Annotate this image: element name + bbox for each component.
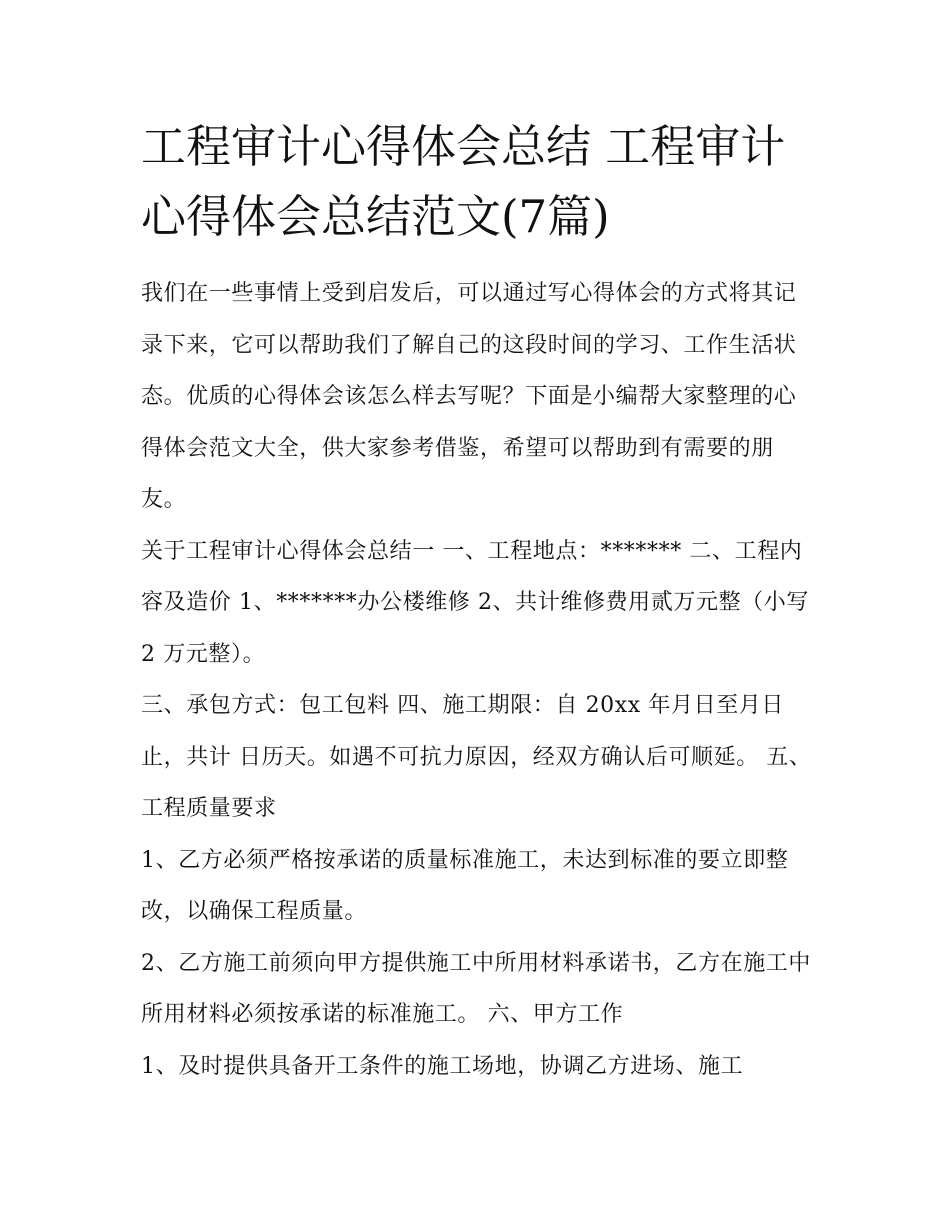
paragraph-quality-2: 2、乙方施工前须向甲方提供施工中所用材料承诺书，乙方在施工中所用材料必须按承诺的标准施工。 六、甲方工作: [141, 950, 811, 1027]
document-content: [141, 112, 813, 1092]
paragraph-party-a-1: 1、及时提供具备开工条件的施工场地，协调乙方进场、施工: [141, 1053, 744, 1079]
paragraph-quality-1: 1、乙方必须严格按承诺的质量标准施工，未达到标准的要立即整改，以确保工程质量。: [141, 847, 789, 924]
paragraph-contract-terms: 三、承包方式：包工包料 四、施工期限：自 20xx 年月日至月日止，共计 日历天。如遇不可抗力原因，经双方确认后可顺延。 五、工程质量要求: [141, 693, 812, 821]
paragraph-location-content: 关于工程审计心得体会总结一 一、工程地点：******* 二、工程内容及造价 1、*******办公楼维修 2、共计维修费用贰万元整（小写 2 万元整）。: [141, 538, 809, 667]
title-spacer: [141, 252, 813, 268]
document-title: 工程审计心得体会总结 工程审计心得体会总结范文(7篇): [141, 120, 786, 243]
paragraph-intro: 我们在一些事情上受到启发后，可以通过写心得体会的方式将其记录下来，它可以帮助我们了解自己的这段时间的学习、工作生活状态。优质的心得体会该怎么样去写呢？下面是小编帮大家整理的心得体会范文大全，供大家参考借鉴，希望可以帮助到有需要的朋友。: [141, 281, 797, 512]
